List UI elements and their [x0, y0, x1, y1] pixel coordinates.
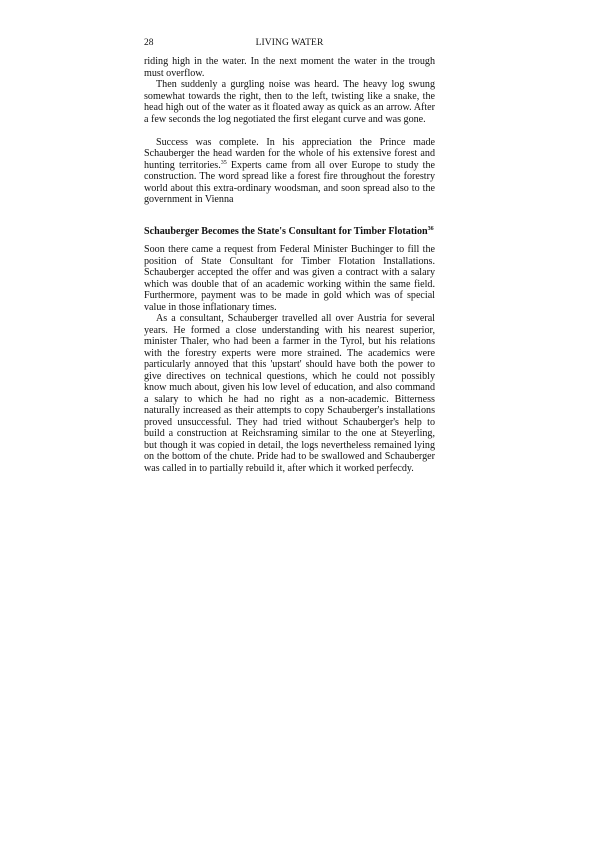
- paragraph-success-text-start: Success was complete. In his appreciation the Prince made Schauberger the head warden for the whole of his extensive forest and hunting territories.: [144, 136, 435, 171]
- footnote-marker-36: 36: [427, 225, 434, 232]
- paragraph-log-release: Then suddenly a gurgling noise was heard. The heavy log swung somewhat towards the right, then to the left, twisting like a snake, the head high out of the water as it floated away as quick as an arrow. After a few seconds the log negotiated the first elegant curve and was gone.: [144, 79, 435, 125]
- paragraph-success: [144, 137, 435, 206]
- body-text: [144, 56, 435, 474]
- running-head-title: LIVING WATER: [255, 38, 324, 48]
- paragraph-success-text-end: Experts came from all over Europe to study the construction. The word spread like a forest fire throughout the forestry world about this extra-ordinary woodsman, and soon spread also to the government in Vienna: [144, 159, 435, 205]
- section-heading: [144, 226, 435, 238]
- paragraph-continuation: riding high in the water. In the next moment the water in the trough must overflow.: [144, 56, 435, 79]
- page-number: 28: [144, 38, 154, 48]
- paragraph-consultant-work: As a consultant, Schauberger travelled all over Austria for several years. He formed a close understanding with his nearest superior, minister Thaler, who had been a farmer in the Tyrol, but his relations with the forestry experts were more strained. The academics were particularly annoyed that this 'upstart' should have both the power to give directives on technical questions, which he could not possibly know much about, given his low level of education, and also command a salary to which he had no right as a non-academic. Bitterness naturally increased as their attempts to copy Schauberger's installations proved unsuccessful. They had tried without Schauberger's help to build a construction at Reichsraming similar to the one at Steyerling, but though it was copied in detail, the logs nevertheless remained lying on the bottom of the chute. Pride had to be swallowed and Schauberger was called in to partially rebuild it, after which it worked perfecdy.: [144, 313, 435, 474]
- book-page: [144, 36, 435, 474]
- paragraph-consultant-offer: Soon there came a request from Federal Minister Buchinger to fill the position of State Consultant for Timber Flotation Installations. Schauberger accepted the offer and was given a contract with a salary which was double that of an academic working within the same field. Furthermore, payment was to be made in gold which was of special value in those inflationary times.: [144, 244, 435, 313]
- running-head: [144, 36, 435, 50]
- footnote-marker-35: 35: [220, 159, 227, 166]
- section-heading-text: Schauberger Becomes the State's Consultant for Timber Flotation: [144, 225, 428, 237]
